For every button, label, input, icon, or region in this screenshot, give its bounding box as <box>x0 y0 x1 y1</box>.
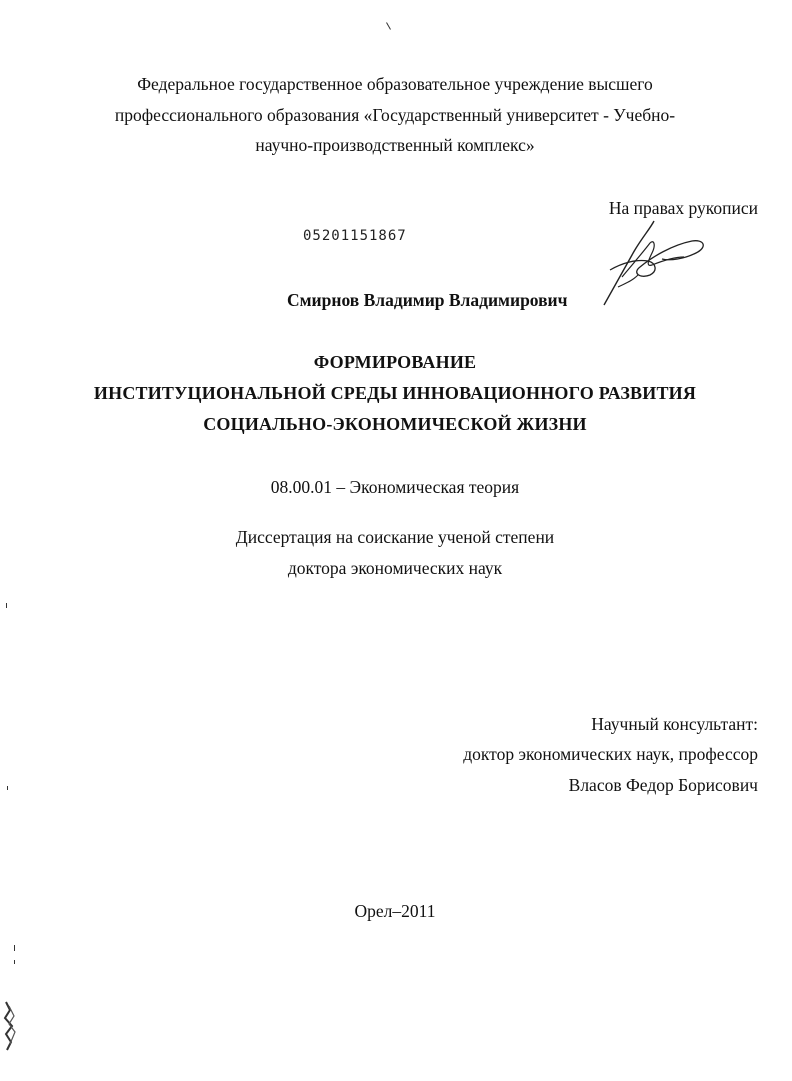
scan-speck <box>6 603 7 608</box>
scan-edge-artifact <box>0 1000 22 1055</box>
registration-number: 05201151867 <box>303 228 407 244</box>
signature-image <box>592 215 712 310</box>
consultant-label: Научный консультант: <box>591 714 758 734</box>
institution-line-1: Федеральное государственное образовательное учреждение высшего <box>137 74 653 94</box>
institution-line-3: научно-производственный комплекс» <box>255 135 535 155</box>
consultant-name: Власов Федор Борисович <box>568 775 758 795</box>
scan-speck <box>14 960 15 964</box>
scan-speck <box>386 22 391 29</box>
author-name: Смирнов Владимир Владимирович <box>287 290 568 310</box>
degree-line-1: Диссертация на соискание ученой степени <box>235 527 555 547</box>
title-line-3: СОЦИАЛЬНО-ЭКОНОМИЧЕСКОЙ ЖИЗНИ <box>203 414 587 434</box>
degree-line-2: доктора экономических наук <box>287 558 503 578</box>
consultant-credentials: доктор экономических наук, профессор <box>463 744 758 764</box>
scan-speck <box>7 786 8 790</box>
title-line-1: ФОРМИРОВАНИЕ <box>313 352 477 372</box>
title-line-2: ИНСТИТУЦИОНАЛЬНОЙ СРЕДЫ ИННОВАЦИОННОГО РАЗВИТИЯ <box>93 383 697 403</box>
scan-speck <box>14 945 15 951</box>
manuscript-note: На правах рукописи <box>608 198 758 218</box>
institution-line-2: профессионального образования «Государственный университет - Учебно- <box>114 105 676 125</box>
specialty: 08.00.01 – Экономическая теория <box>270 477 520 497</box>
place-year: Орел–2011 <box>354 901 436 921</box>
